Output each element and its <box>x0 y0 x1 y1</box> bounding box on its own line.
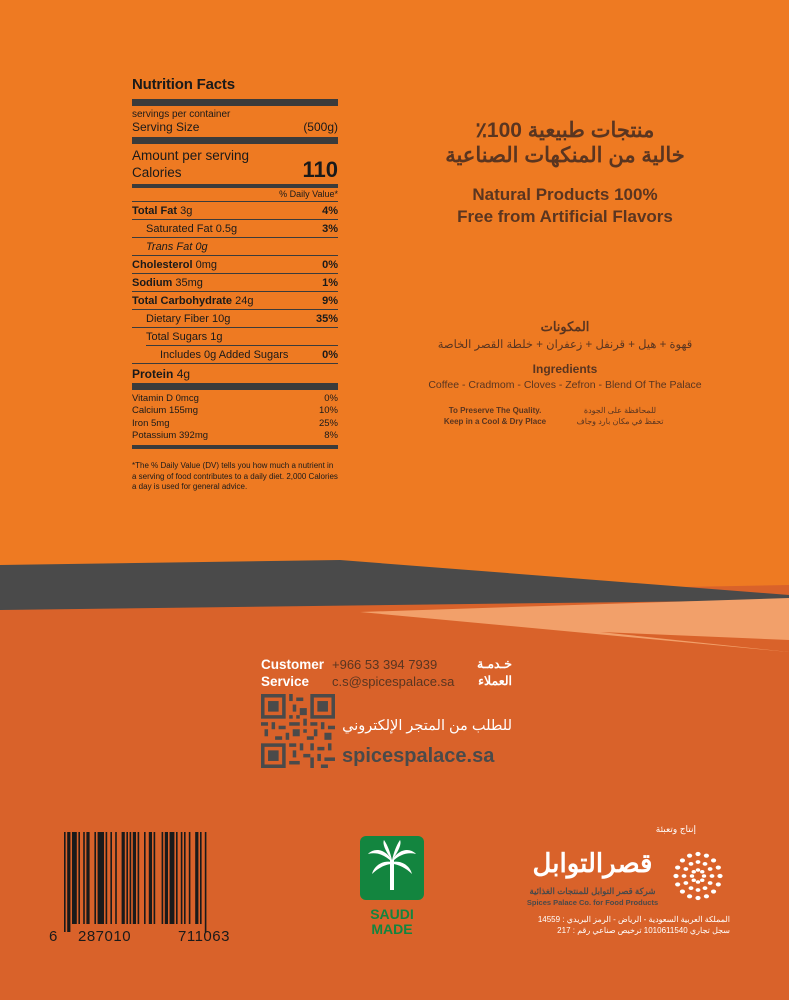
barcode-bar <box>189 832 191 924</box>
barcode-bar <box>94 832 96 924</box>
vitamin-row: Vitamin D 0mcg 0% <box>132 392 338 404</box>
nutrient-row-total-sugars: Total Sugars 1g <box>146 330 223 343</box>
claim-en-line2: Free from Artificial Flavors <box>457 207 673 226</box>
barcode-bar <box>149 832 152 924</box>
nutrition-title: Nutrition Facts <box>132 76 235 93</box>
vitamin-row: Iron 5mg 25% <box>132 417 338 429</box>
barcode-bars <box>44 832 256 932</box>
claim-english <box>400 184 730 228</box>
barcode-first-digit: 6 <box>49 928 58 945</box>
daily-value-header: % Daily Value* <box>279 189 338 199</box>
serving-size-value: (500g) <box>303 120 338 134</box>
claim-ar-line2: خالية من المنكهات الصناعية <box>445 144 685 167</box>
nutrition-footnote: *The % Daily Value (DV) tells you how much a nutrient in a serving of food contributes to a daily diet. 2,000 Calories a day is used for general advice. <box>132 461 338 491</box>
serving-size-label: Serving Size <box>132 120 200 134</box>
emblem-dot <box>692 870 696 874</box>
nutrient-row-saturated-fat: Saturated Fat 0.5g 3% <box>146 222 338 235</box>
nutrient-row-total-carbohydrate: Total Carbohydrate 24g 9% <box>132 294 338 307</box>
emblem-dot <box>680 858 685 862</box>
emblem-dot <box>692 878 696 882</box>
emblem-dot <box>711 889 716 893</box>
company-address: المملكة العربية السعودية - الرياض - الرمز البريدي : 14559 سجل تجاري 1010611540 ترخيص صناعي رقم : 217 <box>537 915 730 935</box>
calories-label: Calories <box>132 165 182 180</box>
barcode-bar <box>130 832 132 924</box>
barcode-bar <box>106 832 108 924</box>
saudi-made-logo <box>360 836 424 937</box>
barcode-bar <box>154 832 156 924</box>
ingredients-en-text: Coffee - Cradmom - Cloves - Zefron - Blend Of The Palace <box>428 379 702 391</box>
divider <box>132 99 338 106</box>
barcode-bar <box>110 832 112 924</box>
nutrient-row-cholesterol: Cholesterol 0mg 0% <box>132 258 338 271</box>
calories-value: 110 <box>302 157 338 182</box>
emblem-dot <box>696 880 700 884</box>
barcode-bar <box>64 832 66 932</box>
barcode-bar <box>133 832 136 924</box>
barcode-bar <box>122 832 125 924</box>
barcode-bar <box>195 832 198 924</box>
emblem-dot <box>689 886 694 890</box>
barcode-bar <box>162 832 164 924</box>
emblem-dot <box>683 867 688 871</box>
barcode-bar <box>176 832 178 924</box>
email-link[interactable]: c.s@spicespalace.sa <box>332 674 455 689</box>
emblem-dot <box>682 874 687 878</box>
company-name-ar: شركة قصر التوابل للمنتجات الغذائية <box>529 886 656 896</box>
saudi-made-text: SAUDI MADE <box>370 906 414 937</box>
nutrient-row-trans-fat: Trans Fat 0g <box>146 240 208 253</box>
amount-per-serving: Amount per serving <box>132 148 250 163</box>
barcode-bar <box>181 832 183 924</box>
emblem-dot <box>695 896 700 900</box>
emblem-dot <box>687 894 692 898</box>
barcode-bar <box>184 832 186 924</box>
nutrient-row-sodium: Sodium 35mg 1% <box>132 276 338 289</box>
nutrient-row-dietary-fiber: Dietary Fiber 10g 35% <box>146 312 338 325</box>
emblem-dot <box>675 882 680 886</box>
claim-en-line1: Natural Products 100% <box>472 185 658 204</box>
barcode-bar <box>126 832 128 924</box>
barcode-bar <box>83 832 85 924</box>
nutrient-row-protein: Protein 4g <box>132 366 191 381</box>
emblem-dot <box>716 882 721 886</box>
emblem-dot <box>696 888 701 892</box>
barcode-bar <box>72 832 77 924</box>
nutrient-row-total-fat: Total Fat 3g 4% <box>132 204 338 217</box>
phone-number[interactable]: +966 53 394 7939 <box>332 657 438 672</box>
emblem-dot <box>696 860 701 864</box>
company-name-en: Spices Palace Co. for Food Products <box>526 898 659 907</box>
storage-en: To Preserve The Quality. Keep in a Cool & Dry Place <box>443 406 547 426</box>
emblem-dot <box>708 881 713 885</box>
vitamin-row: Calcium 155mg 10% <box>132 405 338 417</box>
emblem-dot <box>695 852 700 856</box>
claim-ar-line1: منتجات طبيعية 100٪ <box>475 119 655 142</box>
emblem-dot <box>702 874 706 878</box>
emblem-dot <box>696 868 700 872</box>
barcode-bar <box>86 832 89 924</box>
emblem-dot <box>689 862 694 866</box>
ingredients-en-title: Ingredients <box>532 362 598 376</box>
emblem-dot <box>711 858 716 862</box>
ingredients-ar-text: قهوة + هيل + قرنفل + زعفران + خلطة القصر الخاصة <box>437 339 693 351</box>
spices-palace-emblem-icon <box>668 846 728 906</box>
emblem-dot <box>717 874 722 878</box>
emblem-dot <box>710 874 715 878</box>
divider <box>132 137 338 144</box>
emblem-dot <box>687 854 692 858</box>
emblem-dot <box>680 889 685 893</box>
emblem-dot <box>703 886 708 890</box>
divider <box>132 445 338 449</box>
barcode-bar <box>98 832 104 924</box>
nutrition-facts-panel <box>132 76 338 493</box>
barcode-bar <box>67 832 70 932</box>
serving-size-row <box>132 120 338 134</box>
barcode-bar <box>115 832 117 924</box>
barcode-bar <box>200 832 202 924</box>
barcode-bar <box>170 832 175 924</box>
brand-logo-ar: قصرالتوابل <box>532 848 653 878</box>
emblem-dot <box>683 881 688 885</box>
produced-by-ar: إنتاج وتعبئة <box>655 824 696 834</box>
barcode-bar <box>165 832 168 924</box>
servings-per-container: servings per container <box>132 109 231 120</box>
qr-code[interactable] <box>261 694 335 768</box>
barcode-group2: 711063 <box>178 928 230 945</box>
emblem-dot <box>700 870 704 874</box>
barcode-bar <box>205 832 207 932</box>
emblem-dot <box>673 874 678 878</box>
emblem-dot <box>703 862 708 866</box>
customer-service-ar: خـدمـة العملاء <box>476 657 512 688</box>
barcode-group1: 287010 <box>78 928 132 945</box>
online-order-ar: للطلب من المتجر الإلكتروني <box>342 718 512 734</box>
barcode-bar <box>138 832 140 924</box>
emblem-dot <box>716 866 721 870</box>
emblem-dot <box>708 867 713 871</box>
contact-details <box>332 656 454 690</box>
emblem-dot <box>690 874 694 878</box>
barcode-bar <box>144 832 146 924</box>
palm-tree-icon <box>360 836 424 900</box>
website-link[interactable]: spicespalace.sa <box>342 745 495 767</box>
emblem-dot <box>675 866 680 870</box>
barcode <box>44 832 256 950</box>
nutrient-row-added-sugars: Includes 0g Added Sugars 0% <box>160 348 338 361</box>
emblem-dot <box>704 854 709 858</box>
storage-ar: للمحافظة على الجودة تحفظ في مكان بارد وجاف <box>576 406 664 426</box>
barcode-bar <box>78 832 80 924</box>
claim-arabic <box>400 118 730 168</box>
ingredients-ar-title: المكونات <box>540 319 590 334</box>
customer-service-label: Customer Service <box>261 657 325 689</box>
emblem-dot <box>700 878 704 882</box>
vitamin-row: Potassium 392mg 8% <box>132 430 338 442</box>
divider <box>132 383 338 390</box>
emblem-dot <box>704 894 709 898</box>
